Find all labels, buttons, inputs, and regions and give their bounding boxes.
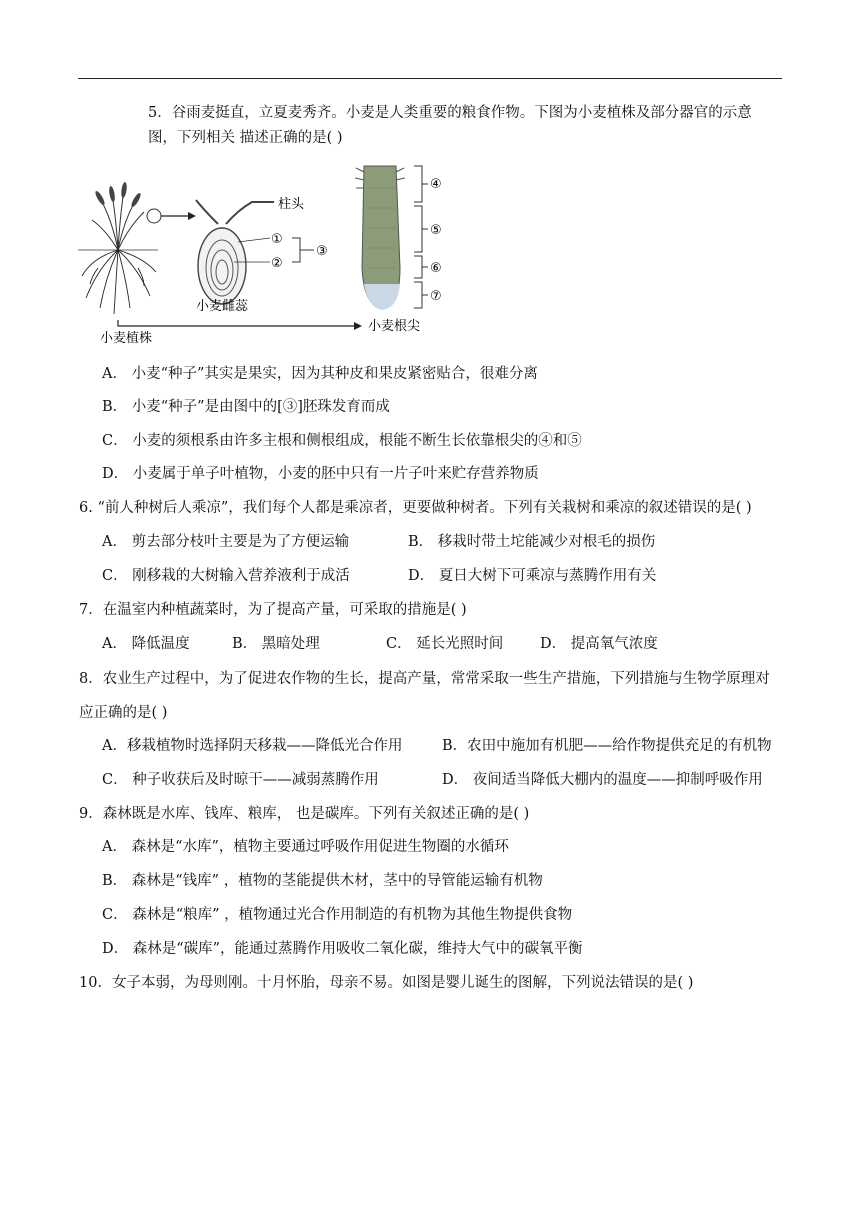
label-root-tip: 小麦根尖 <box>368 319 421 334</box>
q7-option-a: A． 降低温度 <box>102 636 190 652</box>
header-rule <box>78 78 782 79</box>
label-n4: ④ <box>430 177 442 192</box>
label-n6: ⑥ <box>430 261 442 276</box>
q7-stem: 7．在温室内种植蔬菜时，为了提高产量，可采取的措施是( ) <box>79 602 467 618</box>
q9-option-b: B． 森林是“钱库” ，植物的茎能提供木材，茎中的导管能运输有机物 <box>102 873 543 889</box>
q9-option-c: C． 森林是“粮库” ，植物通过光合作用制造的有机物为其他生物提供食物 <box>102 907 573 923</box>
q5-option-b: B． 小麦“种子”是由图中的[③]胚珠发育而成 <box>102 399 390 415</box>
q5-option-c: C． 小麦的须根系由许多主根和侧根组成，根能不断生长依靠根尖的④和⑤ <box>102 433 582 449</box>
q8-option-a: A．移栽植物时选择阴天移栽——降低光合作用 <box>102 738 403 754</box>
q6-option-b: B． 移栽时带土坨能减少对根毛的损伤 <box>408 534 656 550</box>
label-n5: ⑤ <box>430 223 442 238</box>
q6-option-d: D． 夏日大树下可乘凉与蒸腾作用有关 <box>408 568 657 584</box>
q5-option-a: A． 小麦“种子”其实是果实，因为其种皮和果皮紧密贴合，很难分离 <box>102 366 538 382</box>
q5-stem-line2: 图，下列相关 描述正确的是( ) <box>148 130 343 146</box>
q8-stem-line2: 应正确的是( ) <box>79 705 168 721</box>
q8-option-c: C． 种子收获后及时晾干——减弱蒸腾作用 <box>102 772 379 788</box>
wheat-figure <box>78 158 458 350</box>
q7-option-c: C． 延长光照时间 <box>386 636 504 652</box>
q6-option-a: A． 剪去部分枝叶主要是为了方便运输 <box>102 534 350 550</box>
label-n1: ① <box>271 232 283 247</box>
q6-stem: 6. “前人种树后人乘凉”，我们每个人都是乘凉者，更要做种树者。下列有关栽树和乘凉的叙述错误的是( ) <box>79 500 752 516</box>
q8-stem-line1: 8．农业生产过程中，为了促进农作物的生长，提高产量，常常采取一些生产措施，下列措施与生物学原理对 <box>79 671 770 687</box>
q9-option-d: D． 森林是“碳库”，能通过蒸腾作用吸收二氧化碳，维持大气中的碳氧平衡 <box>102 941 583 957</box>
label-n3: ③ <box>316 244 328 259</box>
q8-option-b: B．农田中施加有机肥——给作物提供充足的有机物 <box>442 738 772 754</box>
label-plant: 小麦植株 <box>100 331 153 346</box>
pistil-illustration <box>196 200 314 304</box>
q9-stem: 9．森林既是水库、钱库、粮库， 也是碳库。下列有关叙述正确的是( ) <box>79 806 530 822</box>
q8-option-d: D． 夜间适当降低大棚内的温度——抑制呼吸作用 <box>442 772 763 788</box>
q6-option-c: C． 刚移栽的大树输入营养液利于成活 <box>102 568 350 584</box>
q5-option-d: D． 小麦属于单子叶植物，小麦的胚中只有一片子叶来贮存营养物质 <box>102 466 539 482</box>
q9-option-a: A． 森林是“水库”，植物主要通过呼吸作用促进生物圈的水循环 <box>102 839 509 855</box>
label-n7: ⑦ <box>430 289 442 304</box>
q7-option-d: D． 提高氧气浓度 <box>540 636 658 652</box>
label-pistil: 小麦雌蕊 <box>196 299 249 314</box>
root-tip-illustration <box>355 166 428 310</box>
q5-stem-line1: 5．谷雨麦挺直，立夏麦秀齐。小麦是人类重要的粮食作物。下图为小麦植株及部分器官的示意 <box>148 105 752 121</box>
label-n2: ② <box>271 256 283 271</box>
label-stigma: 柱头 <box>278 197 305 212</box>
q7-option-b: B． 黑暗处理 <box>232 636 320 652</box>
q10-stem: 10．女子本弱，为母则刚。十月怀胎，母亲不易。如图是婴儿诞生的图解，下列说法错误的是( ) <box>79 975 694 991</box>
